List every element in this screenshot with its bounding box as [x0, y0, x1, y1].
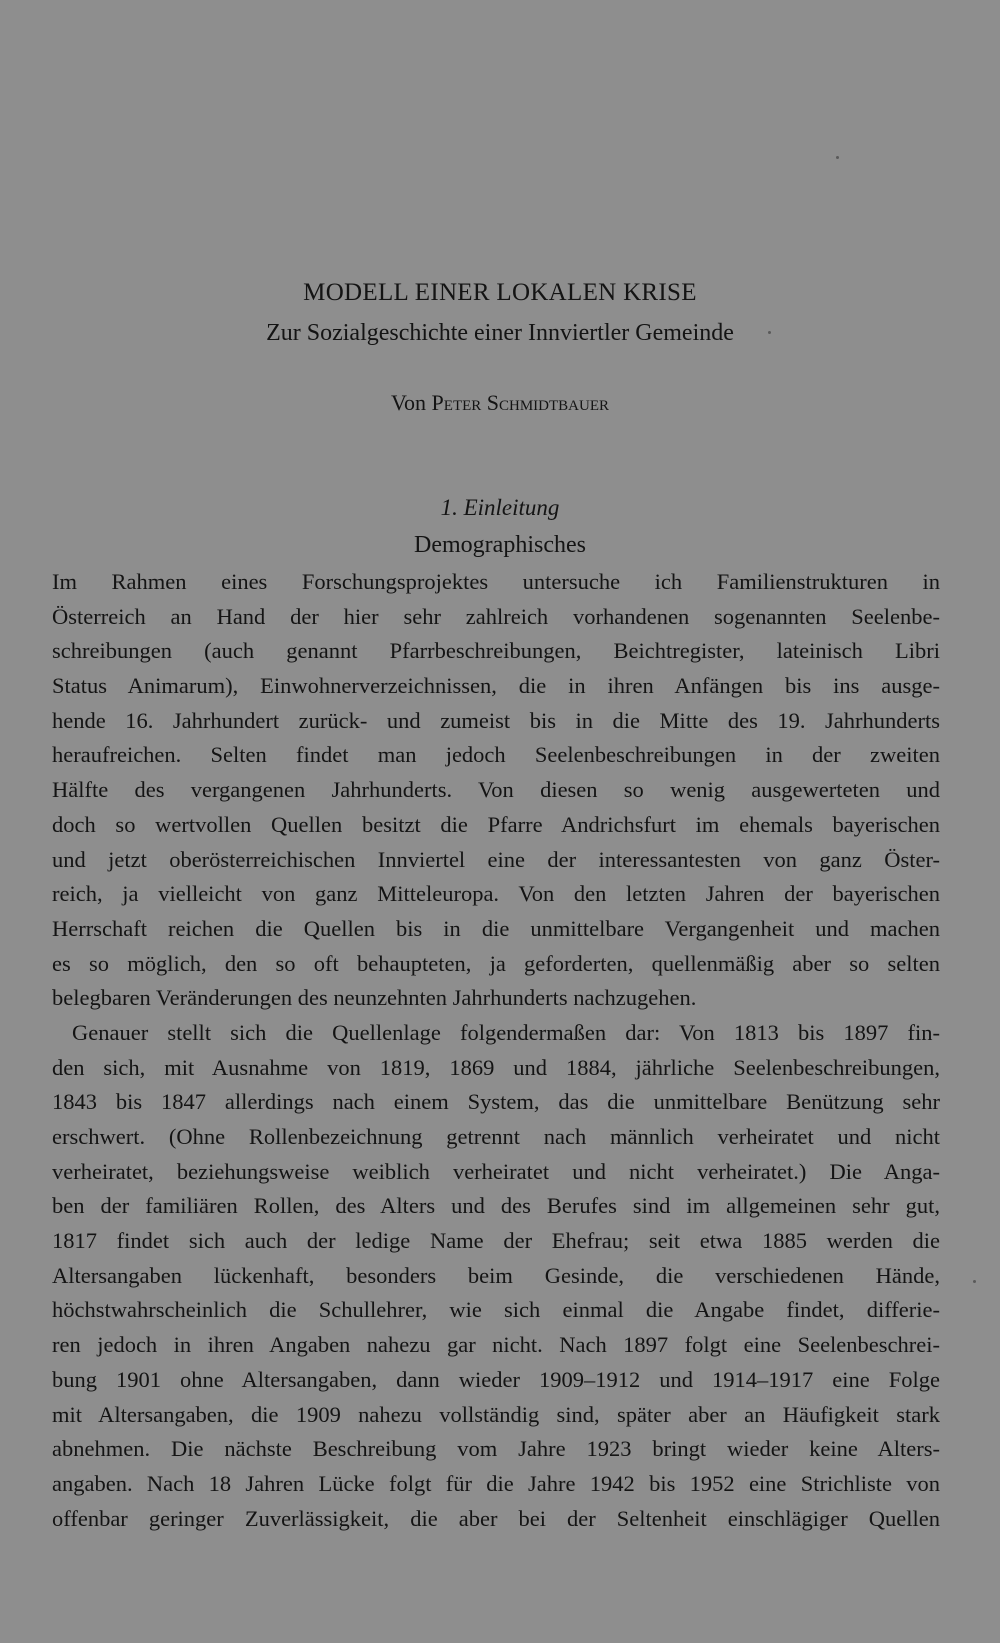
text-line: Altersangaben lückenhaft, besonders beim Gesinde, die verschiedenen Hände, [52, 1262, 940, 1288]
text-line: heraufreichen. Selten findet man jedoch Seelenbeschreibungen in der zweiten [52, 742, 940, 768]
scan-speck [768, 331, 771, 334]
body-text [52, 565, 940, 1536]
scan-speck [836, 156, 839, 159]
text-line: Österreich an Hand der hier sehr zahlreich vorhandenen sogenannten Seelenbe- [52, 603, 940, 629]
text-line: belegbaren Veränderungen des neunzehnten Jahrhunderts nachzugehen. [52, 985, 697, 1011]
text-line: und jetzt oberösterreichischen Innviertel eine der interessantesten von ganz Öster- [52, 846, 940, 872]
text-line: abnehmen. Die nächste Beschreibung vom Jahre 1923 bringt wieder keine Alters- [52, 1436, 940, 1462]
text-line: Herrschaft reichen die Quellen bis in die unmittelbare Vergangenheit und machen [52, 915, 940, 941]
section-heading: 1. Einleitung [440, 495, 560, 520]
text-line: ben der familiären Rollen, des Alters und des Berufes sind im allgemeinen sehr gut, [52, 1193, 940, 1219]
author-prefix: Von [390, 390, 432, 415]
section-subheading: Demographisches [414, 532, 586, 558]
text-line: ren jedoch in ihren Angaben nahezu gar nicht. Nach 1897 folgt eine Seelenbeschrei- [52, 1332, 940, 1358]
text-line: Im Rahmen eines Forschungsprojektes untersuche ich Familienstrukturen in [52, 569, 940, 594]
text-line: reich, ja vielleicht von ganz Mitteleuropa. Von den letzten Jahren der bayerischen [52, 881, 940, 907]
text-line: mit Altersangaben, die 1909 nahezu vollständig sind, später aber an Häufigkeit stark [52, 1401, 940, 1427]
article-subtitle: Zur Sozialgeschichte einer Innviertler Gemeinde [266, 320, 734, 346]
text-line: Status Animarum), Einwohnerverzeichnissen, die in ihren Anfängen bis ins ausge- [52, 673, 940, 699]
text-line: Hälfte des vergangenen Jahrhunderts. Von diesen so wenig ausgewerteten und [52, 777, 940, 803]
text-line: bung 1901 ohne Altersangaben, dann wieder 1909–1912 und 1914–1917 eine Folge [52, 1366, 940, 1392]
scan-speck [973, 1280, 976, 1283]
text-line: erschwert. (Ohne Rollenbezeichnung getrennt nach männlich verheiratet und nicht [52, 1124, 940, 1149]
text-line: verheiratet, beziehungsweise weiblich verheiratet und nicht verheiratet.) Die Anga- [52, 1158, 940, 1184]
text-line: schreibungen (auch genannt Pfarrbeschreibungen, Beichtregister, lateinisch Libri [52, 638, 940, 664]
text-line: angaben. Nach 18 Jahren Lücke folgt für die Jahre 1942 bis 1952 eine Strichliste von [52, 1470, 940, 1496]
text-line: den sich, mit Ausnahme von 1819, 1869 und 1884, jährliche Seelenbeschreibungen, [52, 1054, 940, 1080]
text-line: doch so wertvollen Quellen besitzt die Pfarre Andrichsfurt im ehemals bayerischen [52, 811, 940, 837]
text-line: 1843 bis 1847 allerdings nach einem System, das die unmittelbare Benützung sehr [52, 1089, 940, 1115]
text-line: hende 16. Jahrhundert zurück- und zumeist bis in die Mitte des 19. Jahrhunderts [52, 707, 940, 733]
text-line: offenbar geringer Zuverlässigkeit, die aber bei der Seltenheit einschlägiger Quellen [52, 1505, 940, 1531]
text-line: höchstwahrscheinlich die Schullehrer, wie sich einmal die Angabe findet, differie- [52, 1297, 940, 1323]
text-line: Genauer stellt sich die Quellenlage folgendermaßen dar: Von 1813 bis 1897 fin- [72, 1019, 940, 1045]
text-line: 1817 findet sich auch der ledige Name der Ehefrau; seit etwa 1885 werden die [52, 1228, 940, 1254]
text-line: es so möglich, den so oft behaupteten, ja geforderten, quellenmäßig aber so selten [52, 950, 940, 976]
article-title: MODELL EINER LOKALEN KRISE [303, 279, 697, 306]
author-name: Peter Schmidtbauer [431, 390, 610, 415]
author-line [0, 388, 1000, 418]
